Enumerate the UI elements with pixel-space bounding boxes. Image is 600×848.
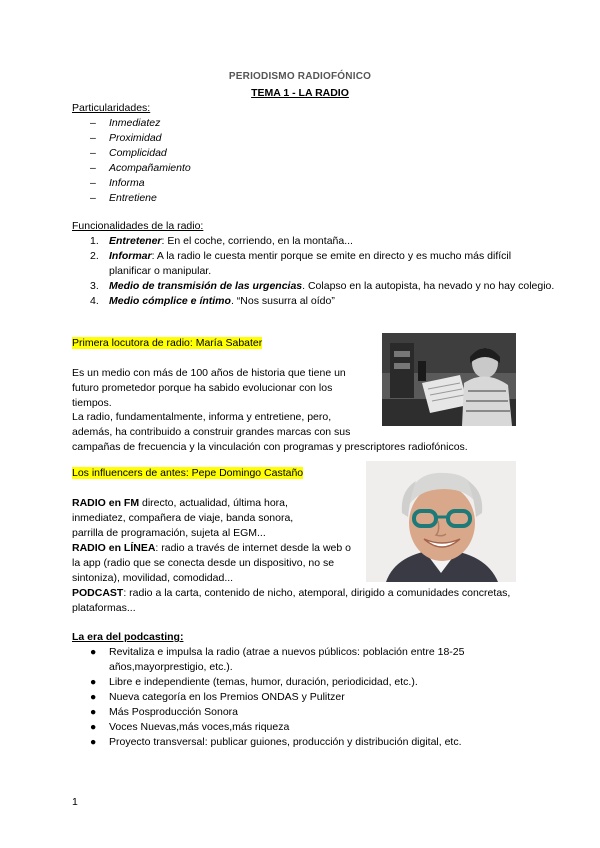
podcast-paragraph: PODCAST: radio a la carta, contenido de nicho, atemporal, dirigido a comunidades concretas, plataformas...: [72, 587, 511, 614]
particularidades-section: [72, 101, 191, 206]
locutora-heading-wrap: [72, 336, 262, 351]
list-item: ● Libre e independiente (temas, humor, duración, periodicidad, etc.).: [90, 676, 418, 688]
locutora-para2a: La radio, fundamentalmente, informa y entretiene, pero, además, ha contribuido a construir grandes marcas con sus: [72, 411, 351, 438]
list-item: – Proximidad: [90, 132, 162, 144]
portrait-image: [366, 461, 516, 582]
list-item: ● Nueva categoría en los Premios ONDAS y Pulitzer: [90, 691, 345, 703]
list-item: – Informa: [90, 177, 145, 189]
influencers-heading-wrap: [72, 466, 303, 481]
funcionalidades-heading: Funcionalidades de la radio:: [72, 220, 204, 232]
particularidades-list: [72, 116, 191, 206]
locutora-para2b: campañas de frecuencia y la vinculación con programas y prescriptores radiofónicos.: [72, 441, 468, 453]
page-number: 1: [72, 796, 78, 808]
radio-linea-paragraph: RADIO en LÍNEA: radio a través de internet desde la web o la app (radio que se conecta desde un dispositivo, no se sintoniza), movilidad, comodidad...: [72, 542, 351, 584]
podcasting-heading: La era del podcasting:: [72, 631, 184, 643]
subject-title: PERIODISMO RADIOFÓNICO: [228, 71, 372, 82]
list-item: – Inmediatez: [90, 117, 161, 129]
list-item: 2. Informar: A la radio le cuesta mentir porque se emite en directo y es mucho más difícil planificar o manipular.: [90, 250, 512, 277]
list-item: – Complicidad: [90, 147, 167, 159]
list-item: ● Más Posproducción Sonora: [90, 706, 238, 718]
influencers-heading: Los influencers de antes: Pepe Domingo Castaño: [72, 467, 304, 479]
podcasting-section: [72, 630, 529, 750]
list-item: 4. Medio cómplice e íntimo. “Nos susurra al oído”: [90, 295, 335, 307]
list-item: 3. Medio de transmisión de las urgencias. Colapso en la autopista, ha nevado y no hay colegio.: [90, 280, 555, 292]
podcasting-list: [72, 645, 529, 750]
list-item: ● Revitaliza e impulsa la radio (atrae a nuevos públicos: población entre 18-25 años,mayorprestigio, etc.).: [90, 646, 465, 673]
radio-fm-paragraph: RADIO en FM directo, actualidad, última hora, inmediatez, compañera de viaje, banda sonora, parrilla de programación, sujeta al EGM...: [72, 497, 294, 539]
maria-sabater-photo: [382, 333, 516, 426]
locutora-para1: Es un medio con más de 100 años de historia que tiene un futuro prometedor porque ha sabido evolucionar con los tiempos.: [72, 367, 346, 409]
tema-title: TEMA 1 - LA RADIO: [251, 87, 349, 99]
list-item: ● Voces Nuevas,más voces,más riqueza: [90, 721, 290, 733]
locutora-heading: Primera locutora de radio: María Sabater: [72, 337, 263, 349]
funcionalidades-section: [72, 219, 555, 309]
funcionalidades-list: [72, 234, 555, 309]
list-item: – Entretiene: [90, 192, 157, 204]
list-item: ● Proyecto transversal: publicar guiones, producción y distribución digital, etc.: [90, 736, 462, 748]
list-item: 1. Entretener: En el coche, corriendo, en la montaña...: [90, 235, 353, 247]
list-item: – Acompañamiento: [90, 162, 191, 174]
radio-announcer-image: [382, 333, 516, 426]
particularidades-heading: Particularidades:: [72, 102, 151, 114]
pepe-domingo-castano-photo: [366, 461, 516, 582]
